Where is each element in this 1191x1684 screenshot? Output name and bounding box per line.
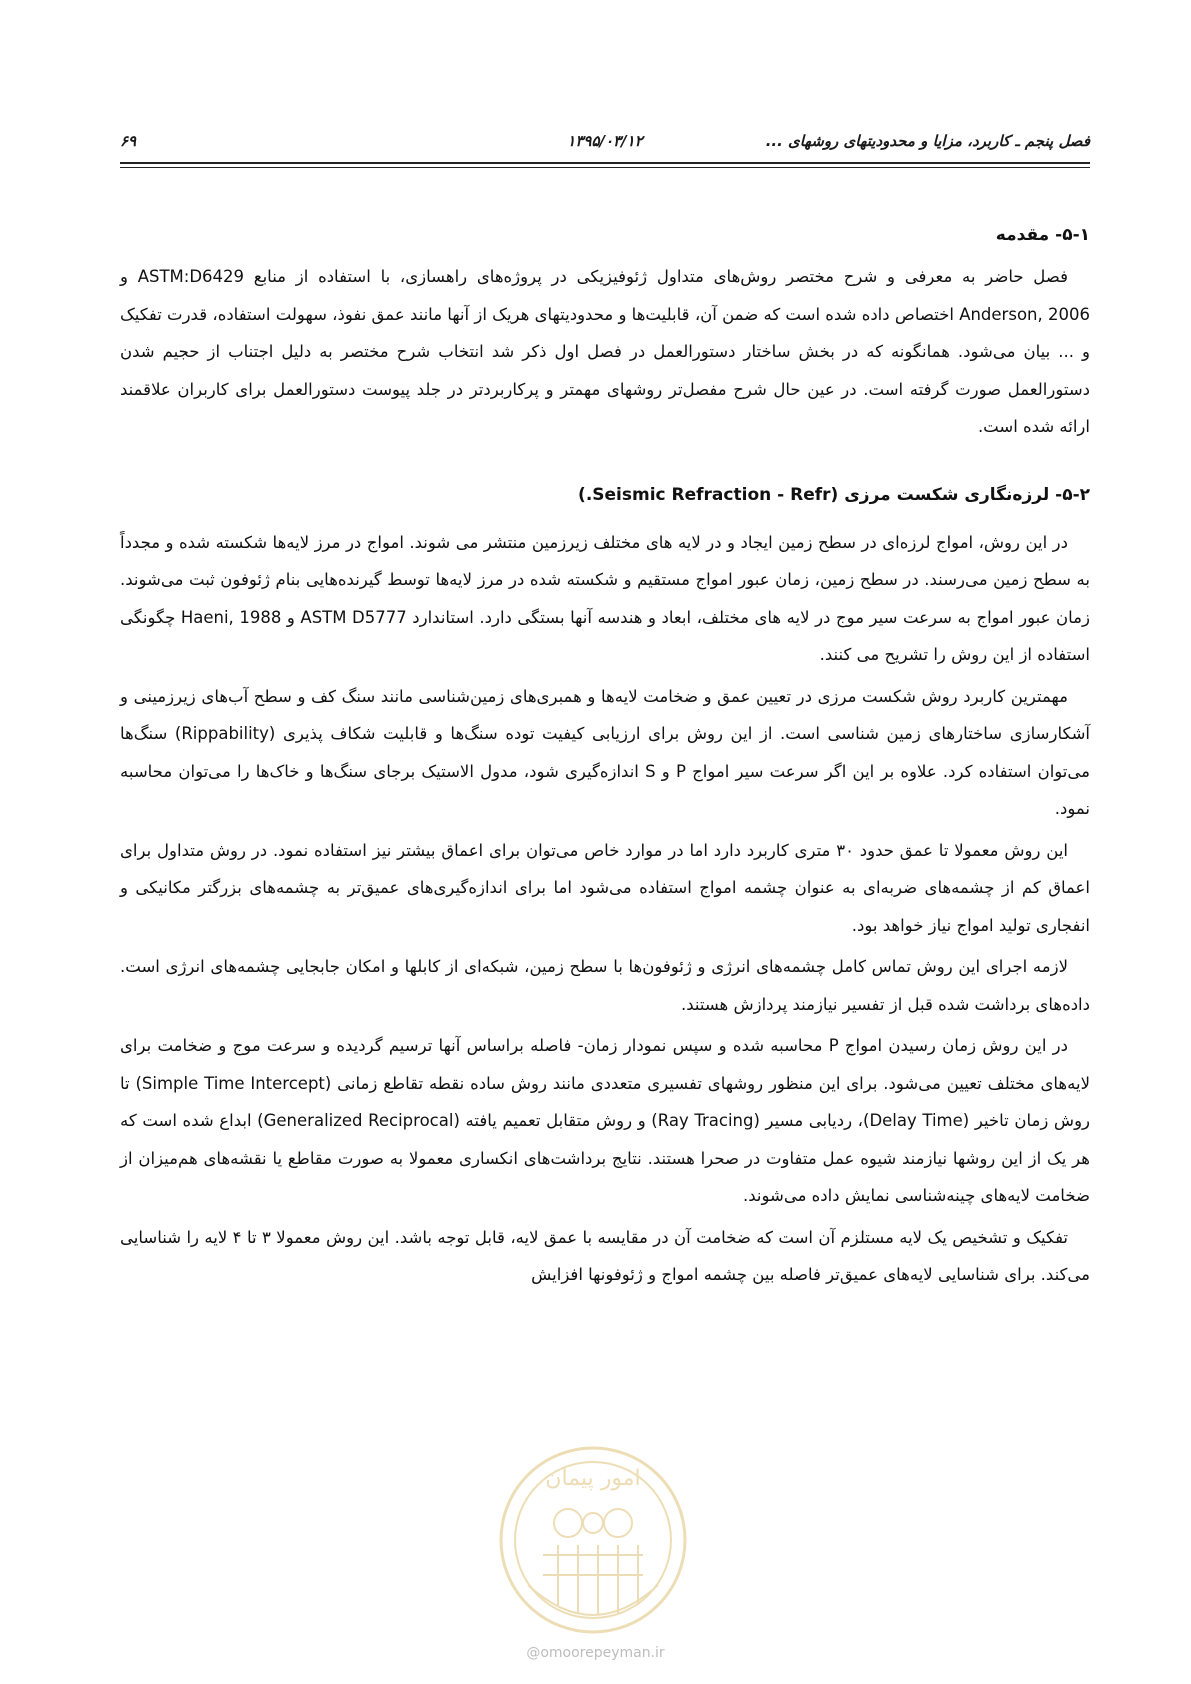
section-2-paragraph-4: لازمه اجرای این روش تماس کامل چشمه‌های انرژی و ژئوفون‌ها با سطح زمین، شبکه‌ای از کابلها و امکان جابجایی چشمه‌های انرژی است. داده‌های برداشت شده قبل از تفسیر نیازمند پردازش هستند.	[120, 957, 1090, 1014]
running-header	[120, 118, 1090, 160]
section-2-paragraph-5: در این روش زمان رسیدن امواج P محاسبه شده و سپس نمودار زمان- فاصله براساس آنها ترسیم گردیده و سرعت موج و ضخامت برای لایه‌های مختلف تعیین می‌شود. برای این منظور روشهای تفسیری متعددی مانند روش ساده نقطه تقاطع زمانی (Simple Time Intercept) تا روش زمان تاخیر (Delay Time)، ردیابی مسیر (Ray Tracing) و روش متقابل تعمیم یافته (Generalized Reciprocal) ابداع شده است که هر یک از این روشها نیازمند شیوه عمل متفاوت در صحرا هستند. نتایج برداشت‌های انکساری معمولا به صورت مقاطع یا نقشه‌های هم‌میزان از ضخامت لایه‌های چینه‌شناسی نمایش داده می‌شوند.	[120, 1036, 1091, 1205]
page-body	[120, 220, 1090, 1298]
chapter-title: فصل پنجم ـ کاربرد، مزایا و محدودیتهای روشهای ...	[765, 132, 1090, 150]
section-2-paragraph-1: در این روش، امواج لرزه‌ای در سطح زمین ایجاد و در لایه های مختلف زیرزمین منتشر می شوند. امواج در مرز لایه‌ها شکسته شده و مجدداً به سطح زمین می‌رسند. در سطح زمین، زمان عبور امواج مستقیم و شکسته شده در مرز لایه‌ها توسط گیرنده‌هایی بنام ژئوفون ثبت می‌شوند. زمان عبور امواج به سرعت سیر موج در لایه های مختلف، ابعاد و هندسه آنها بستگی دارد. استاندارد ASTM D5777 و Haeni, 1988 چگونگی استفاده از این روش را تشریح می کنند.	[120, 532, 1090, 664]
section-2-heading: ۵-۲- لرزه‌نگاری شکست مرزی (Seismic Refraction - Refr.)	[578, 484, 1090, 505]
watermark-seal-text: امور پیمان	[545, 1466, 641, 1491]
section-2-paragraph-6: تفکیک و تشخیص یک لایه مستلزم آن است که ضخامت آن در مقایسه با عمق لایه، قابل توجه باشد. این روش معمولا ۳ تا ۴ لایه را شناسایی می‌کند. برای شناسایی لایه‌های عمیق‌تر فاصله بین چشمه امواج و ژئوفونها افزایش	[120, 1227, 1090, 1284]
section-2-paragraph-2: مهمترین کاربرد روش شکست مرزی در تعیین عمق و ضخامت لایه‌ها و همبری‌های زمین‌شناسی مانند سنگ کف و سطح آب‌های زیرزمینی و آشکارسازی ساختارهای زمین شناسی است. از این روش برای ارزیابی کیفیت توده سنگ‌ها و قابلیت شکاف پذیری (Rippability) سنگ‌ها می‌توان استفاده کرد. علاوه بر این اگر سرعت سیر امواج P و S اندازه‌گیری شود، مدول الاستیک برجای سنگ‌ها و خاک‌ها را می‌توان محاسبه نمود.	[120, 686, 1090, 818]
page-number: ۶۹	[120, 132, 137, 150]
watermark-site: @omoorepeyman.ir	[526, 1645, 665, 1661]
header-rule-thin	[120, 167, 1090, 168]
section-1-heading: ۵-۱- مقدمه	[995, 225, 1090, 245]
section-1-paragraph: فصل حاضر به معرفی و شرح مختصر روش‌های متداول ژئوفیزیکی در پروژه‌های راهسازی، با استفاده از منابع ASTM:D6429 و Anderson, 2006 اختصاص داده شده است که ضمن آن، قابلیت‌ها و محدودیتهای هریک از آنها مانند عمق نفوذ، سهولت استفاده، قدرت تفکیک و ... بیان می‌شود. همانگونه که در بخش ساختار دستورالعمل در فصل اول ذکر شد انتخاب شرح مختصر به دلیل اجتناب از حجیم شدن دستورالعمل صورت گرفته است. در عین حال شرح مفصل‌تر روشهای مهمتر و پرکاربردتر در جلد پیوست دستورالعمل برای کاربران علاقمند ارائه شده است.	[120, 267, 1090, 436]
header-date: ۱۳۹۵/۰۳/۱۲	[567, 132, 643, 150]
header-rule-thick	[120, 162, 1090, 164]
section-2-paragraph-3: این روش معمولا تا عمق حدود ۳۰ متری کاربرد دارد اما در موارد خاص می‌توان برای اعماق بیشتر نیز استفاده نمود. در روش متداول برای اعماق کم از چشمه‌های ضربه‌ای به عنوان چشمه امواج استفاده می‌شود اما برای اندازه‌گیری‌های عمیق‌تر به چشمه‌های بزرگتر مکانیکی و انفجاری تولید امواج نیاز خواهد بود.	[120, 840, 1090, 935]
watermark-seal-icon	[488, 1435, 698, 1645]
